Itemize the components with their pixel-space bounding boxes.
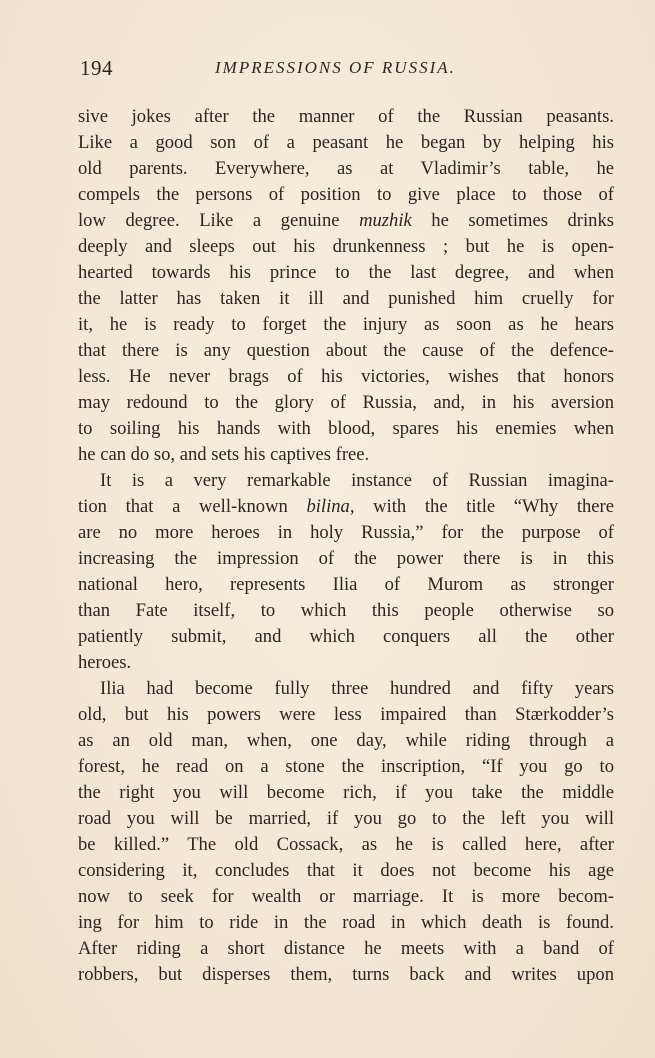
text-line: Ilia had become fully three hundred and fifty years	[100, 678, 614, 699]
text-line: now to seek for wealth or marriage. It is more becom-	[78, 886, 614, 907]
text-line: be killed.” The old Cossack, as he is called here, after	[78, 834, 614, 855]
text-line: to soiling his hands with blood, spares his enemies when	[78, 418, 614, 439]
text-run: tion that a well-known	[78, 496, 307, 517]
text-line: After riding a short distance he meets with a band of	[78, 938, 614, 959]
italic-term-bilina: bilina,	[306, 496, 355, 517]
text-line: old, but his powers were less impaired than Stærkodder’s	[78, 704, 614, 725]
text-line: considering it, concludes that it does not become his age	[78, 860, 614, 881]
text-line: as an old man, when, one day, while riding through a	[78, 730, 614, 751]
text-line	[78, 208, 614, 234]
text-line: old parents. Everywhere, as at Vladimir’s table, he	[78, 158, 614, 179]
text-line: forest, he read on a stone the inscription, “If you go to	[78, 756, 614, 777]
text-line: it, he is ready to forget the injury as soon as he hears	[78, 314, 614, 335]
text-line: less. He never brags of his victories, wishes that honors	[78, 366, 614, 387]
text-line: than Fate itself, to which this people otherwise so	[78, 600, 614, 621]
text-line: increasing the impression of the power there is in this	[78, 548, 614, 569]
text-line: deeply and sleeps out his drunkenness ; but he is open-	[78, 236, 614, 257]
text-line: are no more heroes in holy Russia,” for the purpose of	[78, 522, 614, 543]
text-line	[78, 494, 614, 520]
page-number: 194	[80, 56, 113, 80]
body-text	[78, 104, 614, 988]
text-run: with the title “Why there	[354, 496, 614, 517]
text-line: that there is any question about the cause of the defence-	[78, 340, 614, 361]
text-line: national hero, represents Ilia of Murom as stronger	[78, 574, 614, 595]
text-line: sive jokes after the manner of the Russian peasants.	[78, 106, 614, 127]
text-run: he sometimes drinks	[411, 210, 614, 231]
text-line: Like a good son of a peasant he began by helping his	[78, 132, 614, 153]
text-run: low degree. Like a genuine	[78, 210, 360, 231]
italic-term-muzhik: muzhik	[359, 210, 412, 231]
text-line: robbers, but disperses them, turns back and writes upon	[78, 964, 614, 985]
text-line: road you will be married, if you go to the left you will	[78, 808, 614, 829]
text-line: compels the persons of position to give place to those of	[78, 184, 614, 205]
text-line: the right you will become rich, if you take the middle	[78, 782, 614, 803]
text-line: patiently submit, and which conquers all the other	[78, 626, 614, 647]
page-header	[80, 56, 615, 84]
text-line: heroes.	[78, 652, 132, 673]
text-line: hearted towards his prince to the last degree, and when	[78, 262, 614, 283]
text-line: he can do so, and sets his captives free.	[78, 444, 370, 465]
text-line: It is a very remarkable instance of Russian imagina-	[100, 470, 614, 491]
text-line: the latter has taken it ill and punished him cruelly for	[78, 288, 614, 309]
text-line: may redound to the glory of Russia, and, in his aversion	[78, 392, 614, 413]
text-line: ing for him to ride in the road in which death is found.	[78, 912, 614, 933]
running-head: IMPRESSIONS OF RUSSIA.	[215, 58, 456, 77]
